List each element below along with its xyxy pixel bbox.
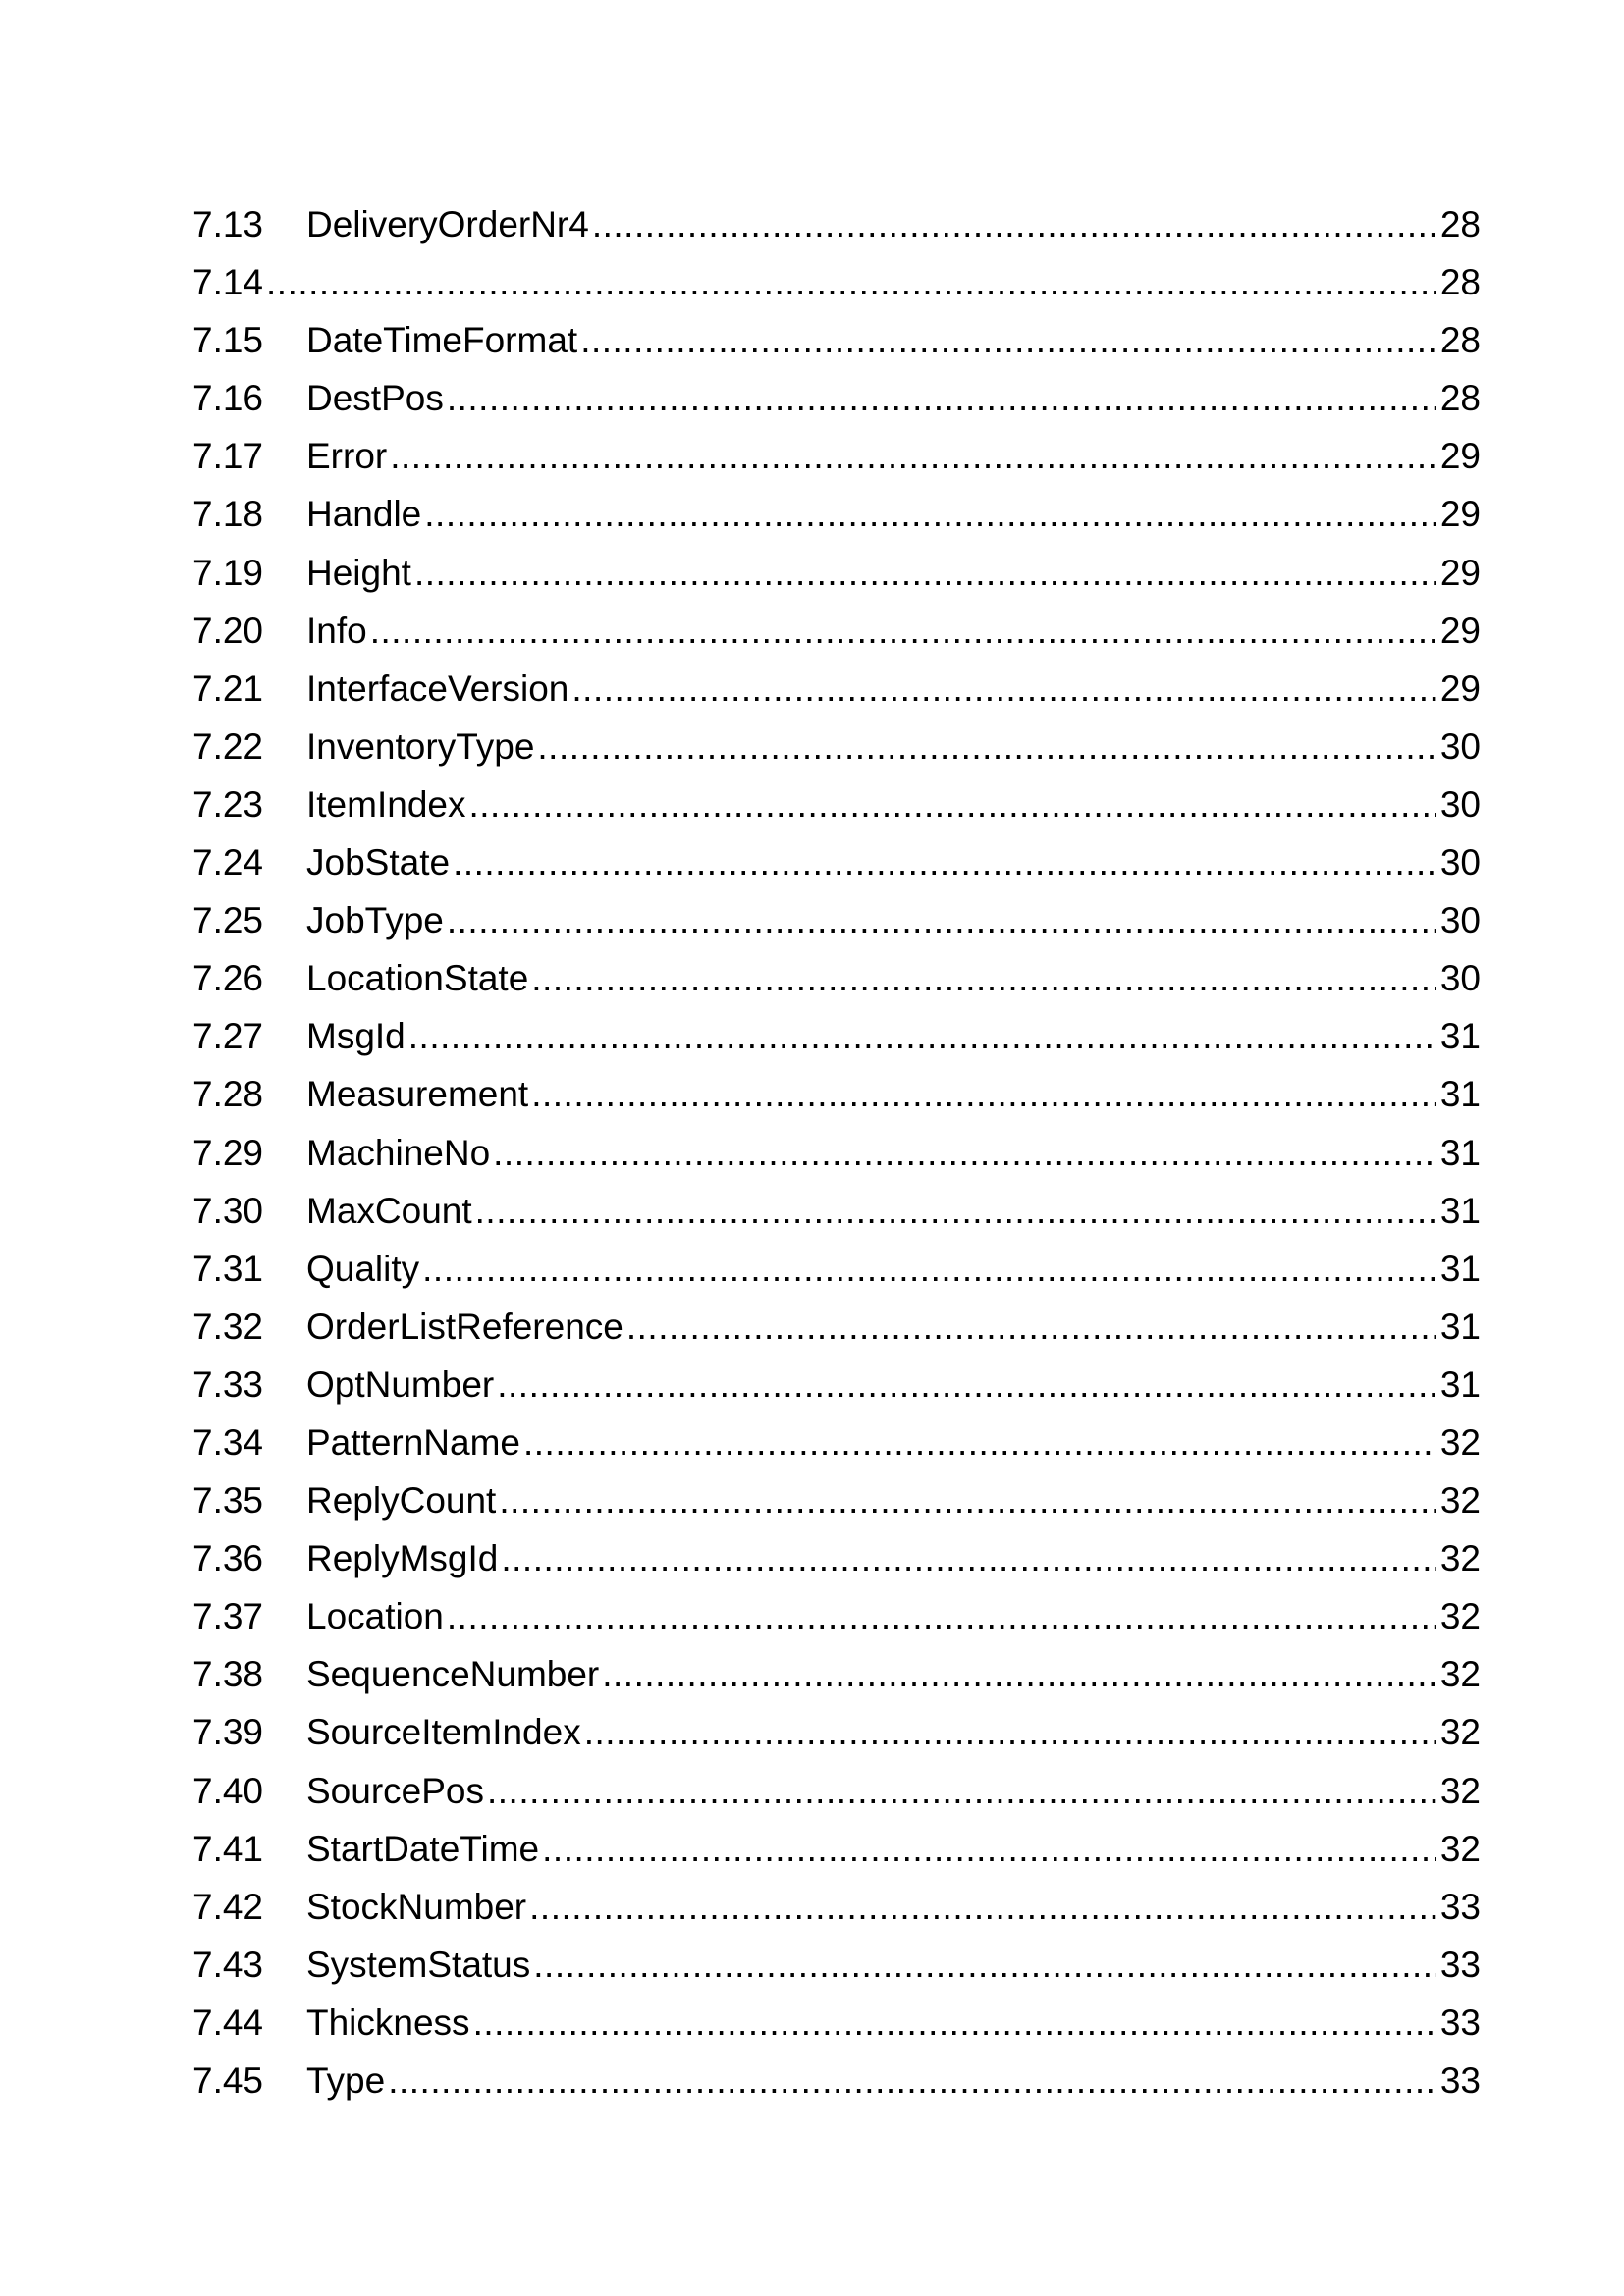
toc-entry-title: SystemStatus	[306, 1944, 531, 1985]
toc-dot-leader	[626, 1298, 1436, 1356]
toc-entry-page: 29	[1439, 552, 1481, 593]
toc-dot-leader	[370, 602, 1436, 660]
toc-entry-title: DestPos	[306, 378, 444, 419]
toc-entry-number: 7.22	[192, 725, 264, 767]
toc-entry-title: Info	[306, 610, 367, 651]
toc-entry[interactable]	[192, 544, 1481, 602]
toc-entry-number: 7.42	[192, 1886, 264, 1927]
toc-entry-number: 7.19	[192, 552, 264, 593]
toc-entry-page: 33	[1439, 1944, 1481, 1985]
toc-entry-page: 29	[1439, 667, 1481, 709]
toc-entry-page: 31	[1439, 1074, 1481, 1115]
toc-dot-leader	[493, 1124, 1436, 1182]
toc-entry-page: 33	[1439, 1886, 1481, 1927]
toc-entry-number: 7.30	[192, 1190, 264, 1231]
toc-entry-number: 7.29	[192, 1132, 264, 1173]
toc-entry-page: 32	[1439, 1596, 1481, 1637]
toc-entry-title: SourceItemIndex	[306, 1712, 581, 1753]
toc-entry-title: Error	[306, 436, 388, 477]
toc-dot-leader	[533, 1936, 1436, 1994]
toc-dot-leader	[408, 1007, 1436, 1065]
toc-dot-leader	[414, 544, 1436, 602]
toc-entry[interactable]	[192, 1587, 1481, 1645]
toc-entry-number: 7.16	[192, 378, 264, 419]
toc-entry-title: InterfaceVersion	[306, 667, 569, 709]
toc-entry[interactable]	[192, 1182, 1481, 1240]
toc-entry-title: SourcePos	[306, 1770, 484, 1811]
toc-entry-title: LocationState	[306, 958, 529, 999]
toc-entry-page: 30	[1439, 842, 1481, 883]
toc-entry-page: 32	[1439, 1480, 1481, 1522]
toc-entry-page: 28	[1439, 320, 1481, 361]
toc-entry[interactable]	[192, 949, 1481, 1007]
toc-entry[interactable]	[192, 369, 1481, 427]
toc-entry[interactable]	[192, 427, 1481, 485]
toc-entry-number: 7.39	[192, 1712, 264, 1753]
toc-entry-number: 7.45	[192, 2060, 264, 2101]
toc-entry-page: 33	[1439, 2002, 1481, 2043]
toc-entry[interactable]	[192, 602, 1481, 660]
toc-entry-number: 7.37	[192, 1596, 264, 1637]
toc-dot-leader	[501, 1529, 1435, 1587]
toc-dot-leader	[487, 1762, 1436, 1820]
toc-entry-title: MachineNo	[306, 1132, 491, 1173]
toc-entry-title: InventoryType	[306, 725, 535, 767]
toc-entry[interactable]	[192, 1065, 1481, 1123]
toc-dot-leader	[584, 1703, 1436, 1761]
toc-entry-number: 7.44	[192, 2002, 264, 2043]
toc-entry-title: Quality	[306, 1248, 420, 1289]
toc-entry-page: 32	[1439, 1828, 1481, 1869]
toc-entry[interactable]	[192, 1356, 1481, 1414]
toc-entry-title: Type	[306, 2060, 386, 2101]
toc-entry[interactable]	[192, 1994, 1481, 2052]
toc-dot-leader	[580, 311, 1436, 369]
toc-entry-page: 33	[1439, 2060, 1481, 2101]
toc-entry-number: 7.41	[192, 1828, 264, 1869]
toc-entry-title: DateTimeFormat	[306, 320, 578, 361]
toc-entry[interactable]	[192, 660, 1481, 718]
toc-entry-title: OptNumber	[306, 1363, 495, 1405]
toc-entry-number: 7.32	[192, 1306, 264, 1347]
toc-entry[interactable]	[192, 1878, 1481, 1936]
toc-dot-leader	[453, 833, 1436, 891]
toc-entry-number: 7.18	[192, 494, 264, 535]
toc-entry[interactable]	[192, 1240, 1481, 1298]
toc-dot-leader	[447, 891, 1436, 949]
toc-dot-leader	[447, 1587, 1436, 1645]
toc-entry-page: 32	[1439, 1712, 1481, 1753]
toc-entry-number: 7.17	[192, 436, 264, 477]
toc-dot-leader	[390, 427, 1436, 485]
toc-entry-title: MsgId	[306, 1016, 406, 1057]
toc-entry-number: 7.25	[192, 900, 264, 941]
toc-entry-title: ItemIndex	[306, 783, 466, 825]
toc-entry-page: 29	[1439, 610, 1481, 651]
toc-entry-title: JobType	[306, 900, 444, 941]
toc-entry[interactable]	[192, 253, 1481, 311]
toc-entry-number: 7.23	[192, 783, 264, 825]
toc-entry-page: 32	[1439, 1538, 1481, 1579]
toc-entry-title: Height	[306, 552, 411, 593]
toc-entry-number: 7.27	[192, 1016, 264, 1057]
toc-dot-leader	[523, 1414, 1436, 1471]
toc-entry-title: DeliveryOrderNr4	[306, 204, 589, 244]
toc-entry-number: 7.36	[192, 1538, 264, 1579]
toc-entry-page: 31	[1439, 1016, 1481, 1057]
toc-entry-title: ReplyMsgId	[306, 1538, 499, 1579]
toc-dot-leader	[602, 1645, 1436, 1703]
toc-entry-title: PatternName	[306, 1421, 520, 1463]
toc-entry-title: StartDateTime	[306, 1828, 540, 1869]
toc-entry-page: 31	[1439, 1363, 1481, 1405]
toc-dot-leader	[473, 1994, 1436, 2052]
toc-entry-page: 29	[1439, 494, 1481, 535]
toc-entry-number: 7.28	[192, 1074, 264, 1115]
toc-entry-page: 31	[1439, 1248, 1481, 1289]
toc-dot-leader	[529, 1878, 1436, 1936]
toc-entry-number: 7.43	[192, 1944, 264, 1985]
toc-entry-title: Thickness	[306, 2002, 470, 2043]
toc-entry-page: 31	[1439, 1190, 1481, 1231]
toc-entry-number: 7.31	[192, 1248, 264, 1289]
toc-entry-number: 7.15	[192, 320, 264, 361]
toc-entry[interactable]	[192, 1762, 1481, 1820]
toc-entry-title: JobState	[306, 842, 451, 883]
toc-entry[interactable]	[192, 1414, 1481, 1471]
toc-dot-leader	[499, 1471, 1436, 1529]
toc-dot-leader	[592, 195, 1436, 253]
toc-entry-page: 28	[1439, 204, 1481, 244]
toc-entry-number: 7.13	[192, 204, 264, 244]
toc-entry-page: 31	[1439, 1306, 1481, 1347]
toc-entry-title: Location	[306, 1596, 444, 1637]
toc-entry[interactable]	[192, 1471, 1481, 1529]
toc-entry[interactable]	[192, 775, 1481, 833]
toc-entry[interactable]	[192, 2052, 1481, 2109]
toc-entry-title: OrderListReference	[306, 1306, 623, 1347]
toc-entry[interactable]	[192, 1007, 1481, 1065]
toc-dot-leader	[531, 949, 1436, 1007]
toc-entry-number: 7.14	[192, 262, 264, 303]
toc-dot-leader	[537, 718, 1435, 775]
toc-entry[interactable]	[192, 311, 1481, 369]
toc-entry-page: 30	[1439, 783, 1481, 825]
toc-dot-leader	[531, 1065, 1436, 1123]
toc-entry[interactable]	[192, 195, 1481, 253]
toc-entry-title: SequenceNumber	[306, 1654, 600, 1695]
toc-entry-page: 29	[1439, 436, 1481, 477]
toc-dot-leader	[468, 775, 1435, 833]
toc-entry-title: Handle	[306, 494, 422, 535]
toc-entry-page: 32	[1439, 1654, 1481, 1695]
toc-dot-leader	[497, 1356, 1436, 1414]
toc-entry[interactable]	[192, 1936, 1481, 1994]
toc-entry-number: 7.21	[192, 667, 264, 709]
toc-entry[interactable]	[192, 718, 1481, 775]
toc-entry[interactable]	[192, 1529, 1481, 1587]
toc-entry-page: 30	[1439, 725, 1481, 767]
toc-entry[interactable]	[192, 1820, 1481, 1878]
toc-entry-page: 28	[1439, 262, 1481, 303]
toc-entry-number: 7.20	[192, 610, 264, 651]
toc-entry-page: 30	[1439, 958, 1481, 999]
toc-entry-page: 30	[1439, 900, 1481, 941]
toc-entry-title: StockNumber	[306, 1886, 527, 1927]
toc-entry-number: 7.33	[192, 1363, 264, 1405]
toc-entry-title: Measurement	[306, 1074, 529, 1115]
toc-entry-number: 7.40	[192, 1770, 264, 1811]
toc-entry[interactable]	[192, 1124, 1481, 1182]
toc-entry-number: 7.34	[192, 1421, 264, 1463]
toc-entry-title: MaxCount	[306, 1190, 472, 1231]
toc-dot-leader	[424, 485, 1436, 543]
toc-entry-page: 31	[1439, 1132, 1481, 1173]
toc-entry-number: 7.24	[192, 842, 264, 883]
toc-entry-number: 7.35	[192, 1480, 264, 1522]
toc-entry[interactable]	[192, 833, 1481, 891]
toc-entry[interactable]	[192, 1298, 1481, 1356]
toc-entry[interactable]	[192, 891, 1481, 949]
toc-dot-leader	[422, 1240, 1436, 1298]
toc-dot-leader	[475, 1182, 1436, 1240]
toc-entry[interactable]	[192, 1645, 1481, 1703]
toc-dot-leader	[542, 1820, 1436, 1878]
toc-dot-leader	[447, 369, 1436, 427]
toc-entry-page: 32	[1439, 1770, 1481, 1811]
toc-entry-page: 28	[1439, 378, 1481, 419]
toc-entry-title: ReplyCount	[306, 1480, 497, 1522]
toc-dot-leader	[571, 660, 1435, 718]
toc-entry-page: 32	[1439, 1421, 1481, 1463]
table-of-contents	[192, 195, 1481, 2109]
toc-entry-number: 7.26	[192, 958, 264, 999]
toc-entry[interactable]	[192, 485, 1481, 543]
toc-entry-number: 7.38	[192, 1654, 264, 1695]
toc-dot-leader	[388, 2052, 1436, 2109]
toc-dot-leader	[266, 253, 1436, 311]
toc-entry[interactable]	[192, 1703, 1481, 1761]
